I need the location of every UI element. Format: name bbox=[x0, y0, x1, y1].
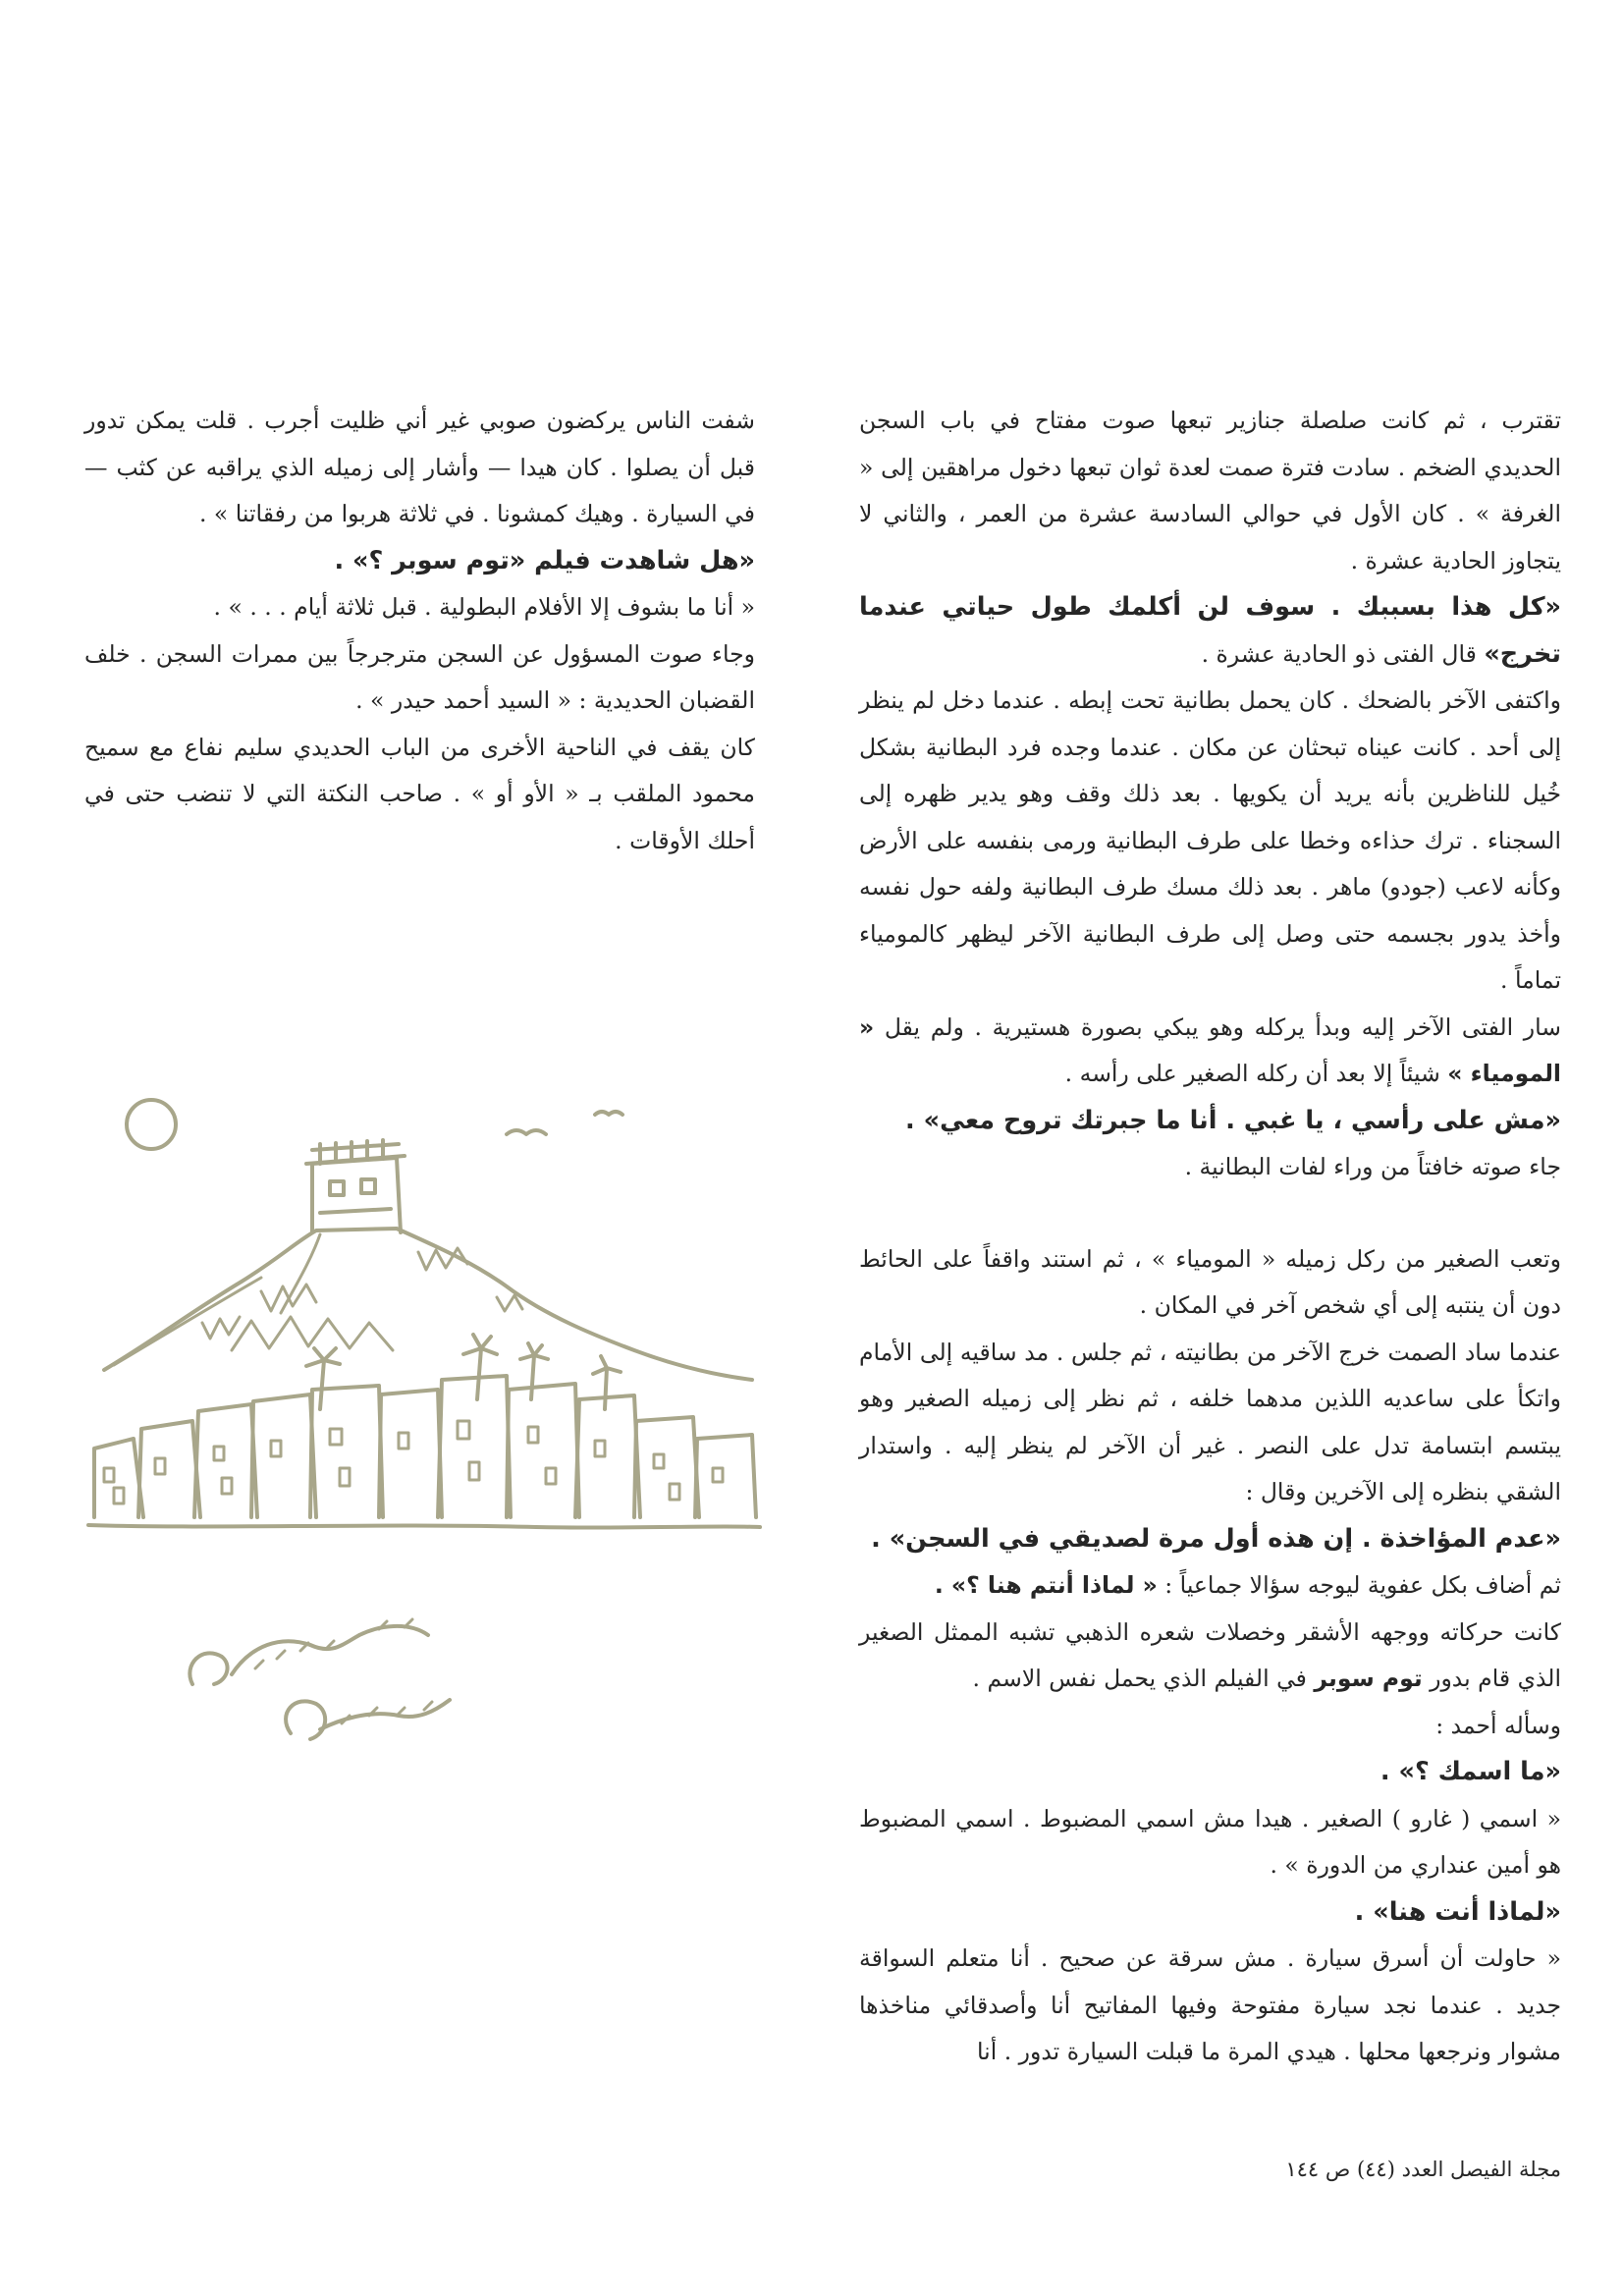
dialogue-quote: «ما اسمك ؟» . bbox=[1380, 1757, 1561, 1786]
paragraph: واكتفى الآخر بالضحك . كان يحمل بطانية تحت إبطه . عندما دخل لم ينظر إلى أحد . كانت عيناه تبحثان عن مكان . عندما وجده فرد البطانية بشكل خُيل للناظرين بأنه يريد أن يكويها . بعد ذلك وقف وهو يدير ظهره إلى السجناء . ترك حذاءه وخطا على طرف البطانية ورمى بنفسه على الأرض وكأنه لاعب (جودو) ماهر . بعد ذلك مسك طرف البطانية ولفه حول نفسه وأخذ يدور بجسمه حتى وصل إلى طرف البطانية الآخر ليظهر كالمومياء تماماً . bbox=[859, 686, 1561, 994]
palm-tree-shape bbox=[306, 1335, 621, 1409]
paragraph: تقترب ، ثم كانت صلصلة جنازير تبعها صوت مفتاح في باب السجن الحديدي الضخم . سادت فترة صمت لعدة ثوان تبعها دخول مراهقين إلى « الغرفة » . كان الأول في حوالي السادسة عشرة من العمر ، والثاني لا يتجاوز الحادية عشرة . bbox=[859, 407, 1561, 574]
paragraph-text: شيئاً إلا بعد أن ركله الصغير على رأسه . bbox=[1064, 1060, 1448, 1087]
dialogue-quote: «عدم المؤاخذة . إن هذه أول مرة لصديقي في السجن» . bbox=[871, 1523, 1561, 1554]
paragraph-text: ثم أضاف بكل عفوية ليوجه سؤالا جماعياً : bbox=[1157, 1571, 1561, 1599]
emphasis-text: توم سوبر bbox=[1314, 1665, 1423, 1692]
paragraph: وجاء صوت المسؤول عن السجن مترجرجاً بين ممرات السجن . خلف القضبان الحديدية : « السيد أحمد حيدر » . bbox=[84, 639, 755, 714]
paragraph bbox=[859, 1610, 1561, 1703]
hill-outline bbox=[104, 1229, 752, 1380]
paragraph-text: سار الفتى الآخر إليه وبدأ يركله وهو يبكي بصورة هستيرية . ولم يقل bbox=[874, 1012, 1561, 1041]
bird-shape bbox=[507, 1130, 546, 1134]
sketch-drawing bbox=[84, 1056, 762, 1822]
dialogue-quote bbox=[859, 584, 1561, 678]
paragraph-text: كانت حركاته ووجهه الأشقر وخصلات شعره الذهبي تشبه الممثل الصغير الذي قام بدور bbox=[859, 1617, 1561, 1692]
paragraph bbox=[859, 1562, 1561, 1610]
page-footer: مجلة الفيصل العدد (٤٤) ص ١٤٤ bbox=[1285, 2158, 1561, 2181]
section-gap bbox=[859, 1191, 1561, 1236]
chain-shape bbox=[189, 1619, 450, 1739]
paragraph: وسأله أحمد : bbox=[1435, 1711, 1561, 1739]
dialogue-quote: «مش على رأسي ، يا غبي . أنا ما جبرتك تروح معي» . bbox=[905, 1105, 1561, 1135]
paragraph: « حاولت أن أسرق سيارة . مش سرقة عن صحيح . أنا متعلم السواقة جديد . عندما نجد سيارة مفتوحة وفيها المفاتيح أنا وأصدقائي مناخذها مشوار ونرجعها محلها . هيدي المرة ما قبلت السيارة تدور . أنا bbox=[859, 1944, 1561, 2065]
dialogue-quote: «هل شاهدت فيلم «توم سوبر ؟» . bbox=[334, 545, 755, 575]
paragraph bbox=[859, 1005, 1561, 1098]
paragraph: جاء صوته خافتاً من وراء لفات البطانية . bbox=[1184, 1153, 1561, 1180]
bird-shape bbox=[595, 1112, 622, 1115]
dialogue-attribution: قال الفتى ذو الحادية عشرة . bbox=[1201, 639, 1485, 668]
article-column-left bbox=[84, 398, 755, 864]
ground-line bbox=[88, 1525, 760, 1528]
moon-shape bbox=[127, 1100, 176, 1149]
emphasis-text: « المومياء » bbox=[859, 1012, 1561, 1087]
prison-hill-illustration bbox=[84, 1056, 762, 1826]
paragraph: « اسمي ( غارو ) الصغير . هيدا مش اسمي المضبوط . اسمي المضبوط هو أمين عنداري من الدورة » . bbox=[859, 1804, 1561, 1879]
fortress-shape bbox=[306, 1140, 405, 1232]
dialogue-quote-text: «كل هذا بسببك . سوف لن أكلمك طول حياتي عندما تخرج» bbox=[859, 592, 1561, 669]
buildings-shape bbox=[94, 1376, 756, 1517]
paragraph: شفت الناس يركضون صوبي غير أني ظليت أجرب . قلت يمكن تدور قبل أن يصلوا . كان هيدا — وأشار إلى زميله الذي يراقبه عن كثب — في السيارة . وهيك كمشونا . في ثلاثة هربوا من رفقاتنا » . bbox=[84, 407, 755, 527]
article-column-right bbox=[859, 398, 1561, 2076]
paragraph: كان يقف في الناحية الأخرى من الباب الحديدي سليم نفاع مع سميح محمود الملقب بـ « الأو أو » . صاحب النكتة التي لا تنضب حتى في أحلك الأوقات . bbox=[84, 733, 755, 854]
dialogue-quote: «لماذا أنت هنا» . bbox=[1354, 1896, 1561, 1927]
emphasis-text: « لماذا أنتم هنا ؟» . bbox=[934, 1571, 1158, 1599]
paragraph: « أنا ما بشوف إلا الأفلام البطولية . قبل ثلاثة أيام . . . » . bbox=[213, 593, 755, 621]
paragraph: عندما ساد الصمت خرج الآخر من بطانيته ، ثم جلس . مد ساقيه إلى الأمام واتكأ على ساعديه اللذين مدهما خلفه ، ثم نظر إلى زميله الصغير وهو يبتسم ابتسامة تدل على النصر . غير أن الآخر لم ينظر إليه . واستدار الشقي بنظره إلى الآخرين وقال : bbox=[859, 1338, 1561, 1505]
paragraph-text: في الفيلم الذي يحمل نفس الاسم . bbox=[972, 1665, 1315, 1692]
paragraph: وتعب الصغير من ركل زميله « المومياء » ، ثم استند واقفاً على الحائط دون أن ينتبه إلى أي شخص آخر في المكان . bbox=[859, 1244, 1561, 1319]
